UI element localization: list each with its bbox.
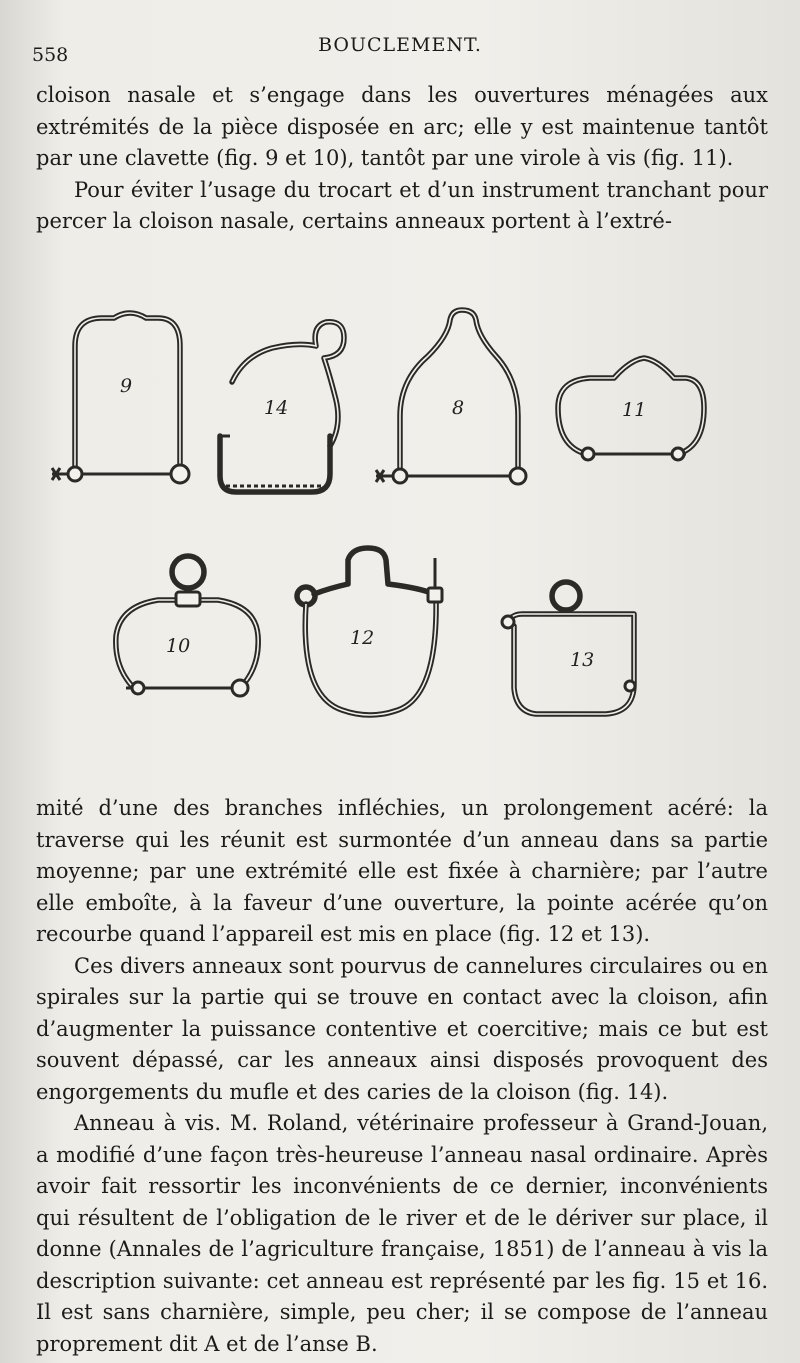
figure-label: 9 xyxy=(120,375,133,397)
running-title: BOUCLEMENT. xyxy=(318,34,482,56)
figure-label: 8 xyxy=(452,397,465,419)
figure-9 xyxy=(52,313,190,483)
text-block-top xyxy=(36,80,768,238)
figure-label: 10 xyxy=(166,635,191,657)
figure-8 xyxy=(376,310,526,484)
figure-11 xyxy=(558,358,704,460)
figure-12 xyxy=(297,548,442,715)
figure-label: 13 xyxy=(570,649,595,671)
figure-14 xyxy=(220,322,344,492)
figure-10 xyxy=(116,556,258,696)
figure-plate xyxy=(30,296,770,756)
figure-label: 11 xyxy=(622,399,647,421)
paragraph: Anneau à vis. M. Roland, vétérinaire professeur à Grand-Jouan, a modifié d’une façon très-heureuse l’anneau nasal ordinaire. Après avoir fait ressortir les inconvénients de ce dernier, inconvénients qui résultent de l’obligation de le river et de le dériver sur place, il donne (Annales de l’agriculture française, 1851) de l’anneau à vis la description suivante: cet anneau est représenté par les fig. 15 et 16. Il est sans charnière, simple, peu cher; il se compose de l’anneau proprement dit A et de l’anse B. xyxy=(36,1111,768,1356)
running-head xyxy=(32,30,768,64)
figure-label: 12 xyxy=(350,627,375,649)
figure-label: 14 xyxy=(264,397,289,419)
paragraph: Pour éviter l’usage du trocart et d’un instrument tranchant pour percer la cloison nasale, certains anneaux portent à l’extré- xyxy=(36,177,768,233)
nose-rings-illustration xyxy=(30,296,770,756)
paragraph: Ces divers anneaux sont pourvus de cannelures circulaires ou en spirales sur la partie qui se trouve en contact avec la cloison, afin d’augmenter la puissance contentive et coercitive; mais ce but est souvent dépassé, car les anneaux ainsi disposés provoquent des engorgements du mufle et des caries de la cloison (fig. 14). xyxy=(36,953,768,1104)
page-number: 558 xyxy=(32,44,69,66)
figure-13 xyxy=(502,582,635,714)
paragraph: cloison nasale et s’engage dans les ouvertures ménagées aux extrémités de la pièce disposée en arc; elle y est maintenue tantôt par une clavette (fig. 9 et 10), tantôt par une virole à vis (fig. 11). xyxy=(36,83,768,170)
text-block-bottom xyxy=(36,793,768,1360)
paragraph: mité d’une des branches infléchies, un prolongement acéré: la traverse qui les réunit est surmontée d’un anneau dans sa partie moyenne; par une extrémité elle est fixée à charnière; par l’autre elle emboîte, à la faveur d’une ouverture, la pointe acérée qu’on recourbe quand l’appareil est mis en place (fig. 12 et 13). xyxy=(36,796,768,946)
